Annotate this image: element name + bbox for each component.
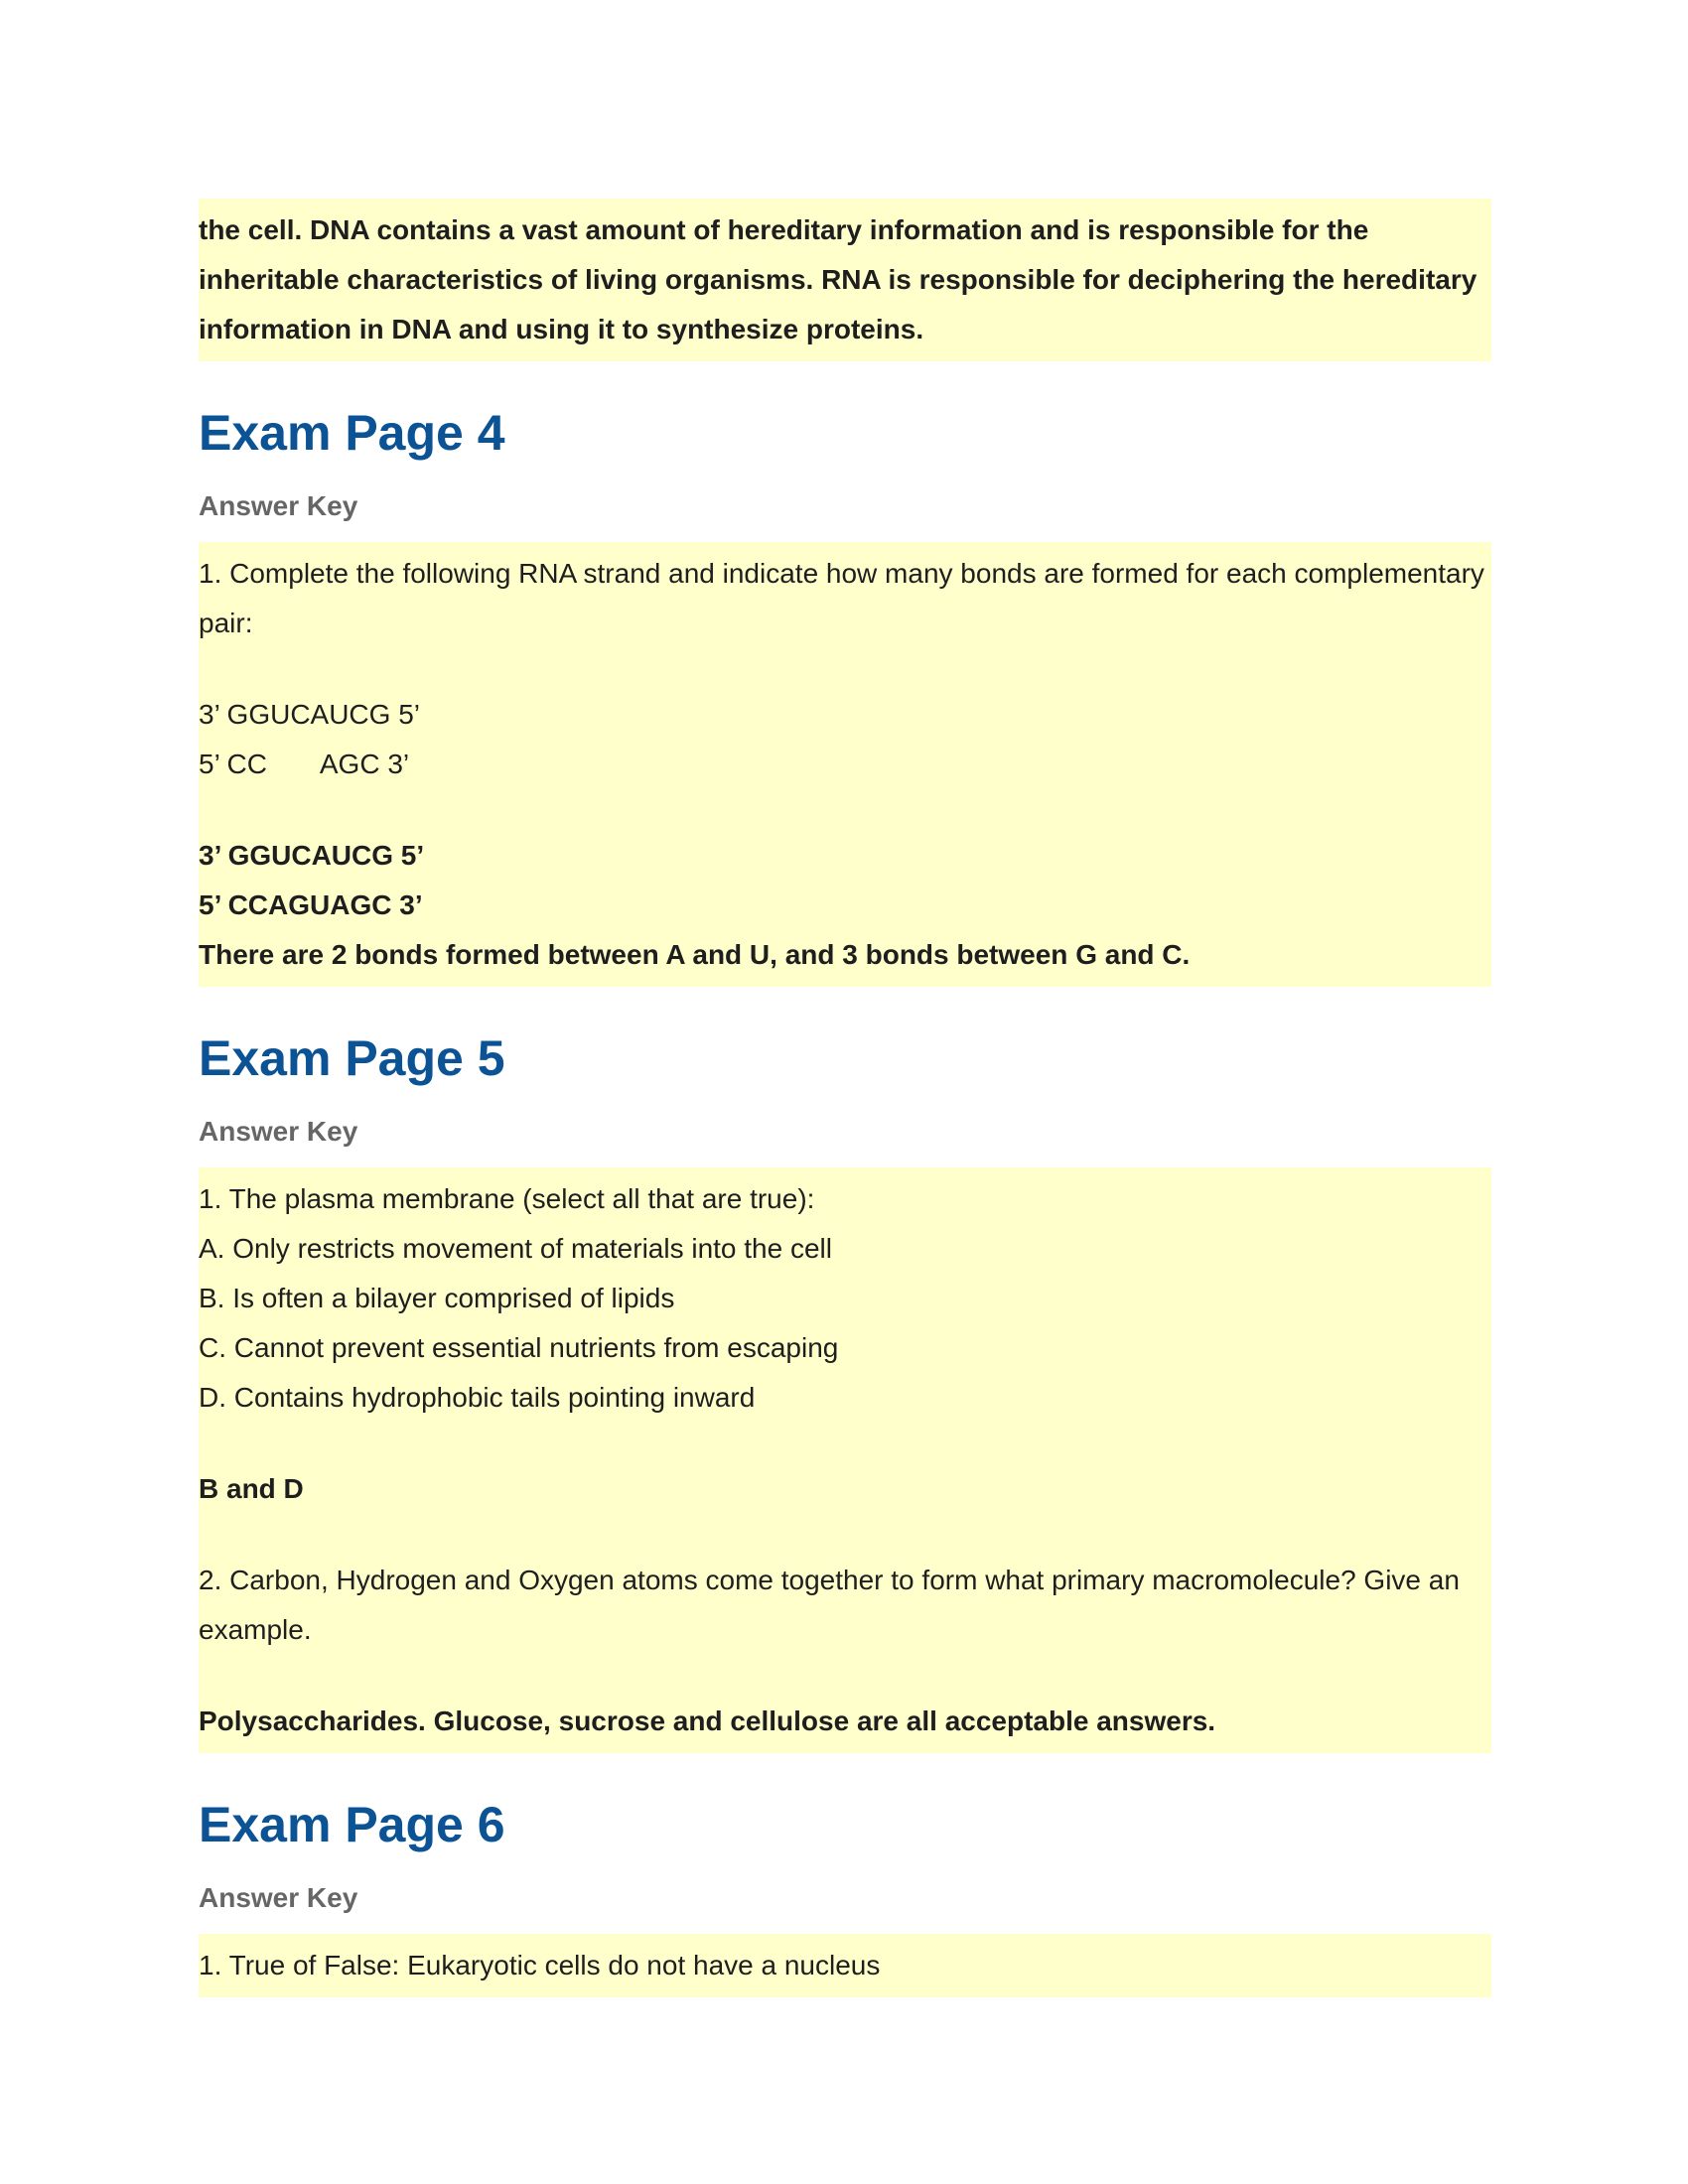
- answer-line: 5’ CCAGUAGC 3’: [199, 889, 423, 920]
- intro-text: the cell. DNA contains a vast amount of hereditary information and is responsible for the inheritable characteristics of living organisms. RNA is responsible for deciphering the hereditary information in DNA and using it to synthesize proteins.: [199, 214, 1485, 344]
- section-title: Exam Page 5: [199, 1030, 505, 1086]
- answer-line: Polysaccharides. Glucose, sucrose and cellulose are all acceptable answers.: [199, 1706, 1216, 1736]
- answer-block: [199, 1934, 1491, 1997]
- question-text: 1. True of False: Eukaryotic cells do not have a nucleus: [199, 1950, 881, 1980]
- answer-line: B and D: [199, 1473, 304, 1504]
- spacer: [199, 789, 1491, 831]
- question-text: 1. The plasma membrane (select all that are true):: [199, 1183, 815, 1214]
- section-subtitle: Answer Key: [199, 490, 358, 521]
- section-subtitle: Answer Key: [199, 1116, 358, 1147]
- section-subtitle: Answer Key: [199, 1882, 358, 1913]
- strand-line: 5’ CC AGC 3’: [199, 749, 410, 779]
- option-item: B. Is often a bilayer comprised of lipids: [199, 1283, 675, 1313]
- section-exam-page-4: [199, 403, 1491, 987]
- answer-block: [199, 1167, 1491, 1753]
- answer-line: There are 2 bonds formed between A and U, and 3 bonds between G and C.: [199, 939, 1191, 970]
- option-item: C. Cannot prevent essential nutrients from escaping: [199, 1332, 839, 1363]
- document-page: [199, 199, 1491, 1997]
- answer-block: [199, 542, 1491, 987]
- question-text: 1. Complete the following RNA strand and indicate how many bonds are formed for each complementary pair:: [199, 558, 1492, 638]
- spacer: [199, 1514, 1491, 1556]
- strand-line: 3’ GGUCAUCG 5’: [199, 699, 421, 730]
- spacer: [199, 648, 1491, 690]
- option-item: A. Only restricts movement of materials into the cell: [199, 1233, 832, 1264]
- option-item: D. Contains hydrophobic tails pointing inward: [199, 1382, 756, 1413]
- spacer: [199, 1655, 1491, 1697]
- section-title: Exam Page 6: [199, 1797, 505, 1852]
- intro-block: [199, 199, 1491, 361]
- section-exam-page-6: [199, 1795, 1491, 1997]
- spacer: [199, 1423, 1491, 1464]
- answer-line: 3’ GGUCAUCG 5’: [199, 840, 425, 871]
- section-title: Exam Page 4: [199, 405, 505, 461]
- question-text: 2. Carbon, Hydrogen and Oxygen atoms come together to form what primary macromolecule? Give an example.: [199, 1565, 1468, 1645]
- section-exam-page-5: [199, 1028, 1491, 1753]
